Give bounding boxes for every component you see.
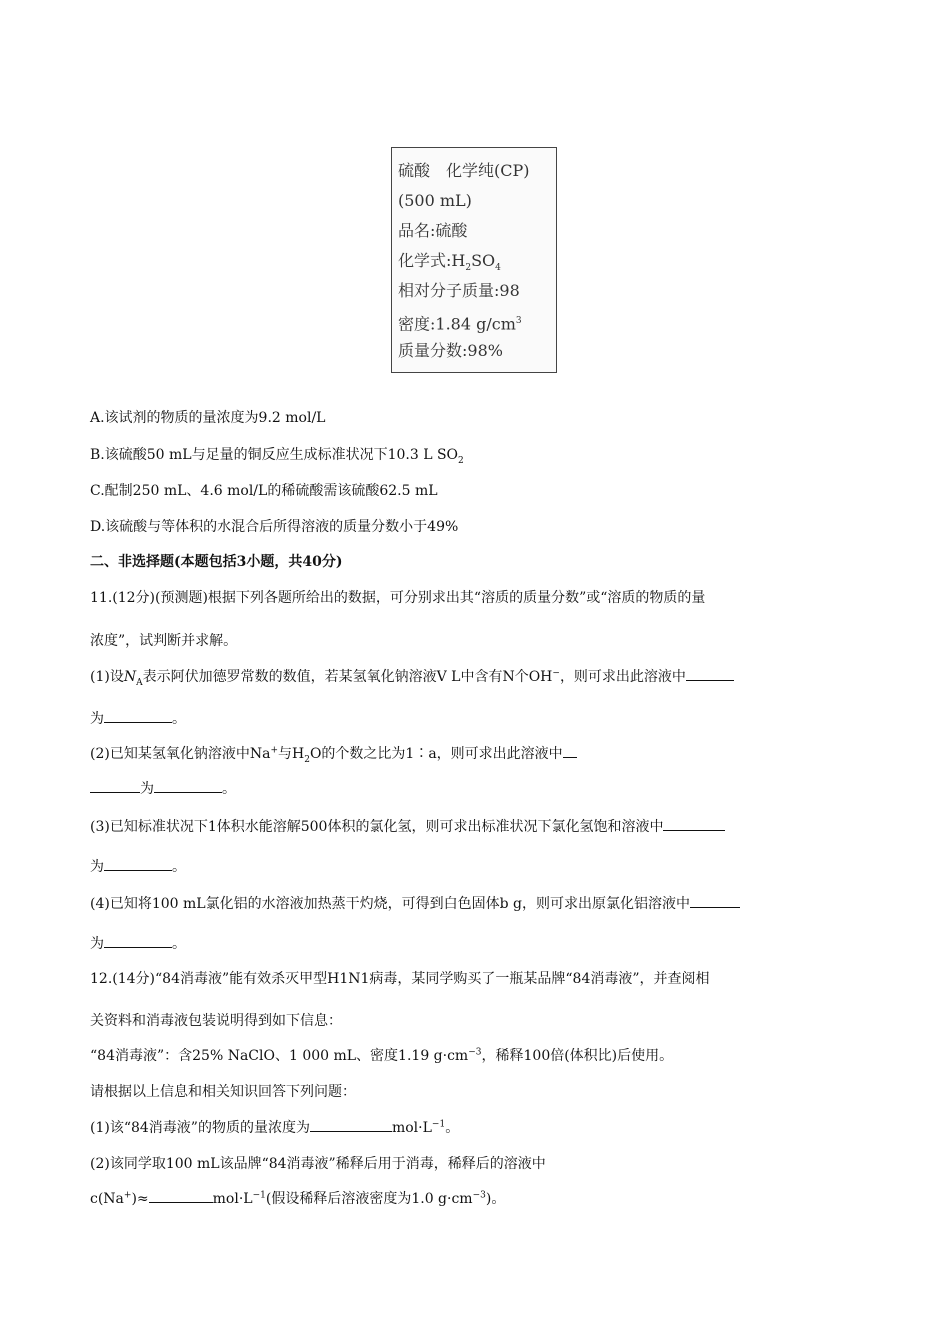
answer-blank[interactable] (154, 778, 222, 793)
label-title: 硫酸 化学纯(CP) (398, 161, 530, 180)
q11-part4: (4)已知将100 mL氯化铝的水溶液加热蒸干灼烧，可得到白色固体b g，则可求出原氯化铝溶液中 (90, 893, 740, 913)
answer-blank[interactable] (686, 666, 734, 681)
answer-blank[interactable] (310, 1117, 392, 1132)
label-formula: 化学式$:H_2SO_4$ (398, 251, 501, 274)
option-d: D.该硫酸与等体积的水混合后所得溶液的质量分数小于49% (90, 519, 459, 535)
reagent-label-box (391, 147, 557, 373)
q12-part2-answer: $c(Na^+)\approx mol\cdot L^{-1}$(假设稀释后溶液密度为1.0 $g\cdot cm^{-3}$)。 (90, 1188, 505, 1208)
q11-part3-answer: 为 。 (90, 856, 186, 876)
answer-blank[interactable] (663, 816, 725, 831)
q11-part3: (3)已知标准状况下1体积水能溶解500体积的氯化氢，则可求出标准状况下氯化氢饱和溶液中 (90, 816, 725, 836)
q11-stem-line1: 11.(12分)(预测题)根据下列各题所给出的数据，可分别求出其“溶质的质量分数”或“溶质的物质的量 (90, 590, 706, 606)
q12-info: “84消毒液”：含25% NaClO、1 000 mL、密度1.19 $g\cdot cm^{-3}$，稀释100倍(体积比)后使用。 (90, 1047, 674, 1064)
q11-part4-answer: 为 。 (90, 933, 186, 953)
label-density: 密度:1.84 $g/cm^3$ (398, 314, 522, 334)
q12-part2: (2)该同学取100 mL该品牌“84消毒液”稀释后用于消毒，稀释后的溶液中 (90, 1156, 546, 1172)
answer-blank[interactable] (563, 743, 577, 758)
label-molar-mass: 相对分子质量:98 (398, 281, 520, 300)
option-a: A.该试剂的物质的量浓度为9.2 mol/L (90, 410, 326, 426)
answer-blank[interactable] (149, 1188, 213, 1203)
option-b: B.该硫酸50 mL与足量的铜反应生成标准状况下10.3 L $SO_2$ (90, 447, 464, 466)
answer-blank[interactable] (90, 778, 140, 793)
q12-ask: 请根据以上信息和相关知识回答下列问题： (90, 1084, 356, 1100)
q11-stem-line2: 浓度”，试判断并求解。 (90, 633, 238, 649)
option-c: C.配制250 mL、4.6 mol/L的稀硫酸需该硫酸62.5 mL (90, 483, 438, 499)
answer-blank[interactable] (104, 856, 172, 871)
section-title: 二、非选择题(本题包括3小题，共40分) (90, 554, 343, 570)
q12-stem-line1: 12.(14分)“84消毒液”能有效杀灭甲型H1N1病毒，某同学购买了一瓶某品牌“84消毒液”，并查阅相 (90, 971, 710, 987)
q11-part2: (2)已知某氢氧化钠溶液中Na+与$H_2O$的个数之比为1∶a，则可求出此溶液中 (90, 743, 577, 765)
q12-part1: (1)该“84消毒液”的物质的量浓度为 $mol\cdot L^{-1}$。 (90, 1117, 459, 1137)
answer-blank[interactable] (690, 893, 740, 908)
q11-part2-answer: 为 。 (90, 778, 236, 798)
q12-stem-line2: 关资料和消毒液包装说明得到如下信息： (90, 1013, 342, 1029)
answer-blank[interactable] (104, 708, 172, 723)
answer-blank[interactable] (104, 933, 172, 948)
label-name: 品名:硫酸 (398, 221, 468, 240)
q11-part1: (1)设$N_A$表示阿伏加德罗常数的数值，若某氢氧化钠溶液V L中含有N个OH−，则可求出此溶液中 (90, 666, 734, 688)
label-mass-fraction: 质量分数:98% (398, 341, 503, 360)
label-volume: (500 mL) (398, 191, 472, 210)
q11-part1-answer: 为 。 (90, 708, 186, 728)
